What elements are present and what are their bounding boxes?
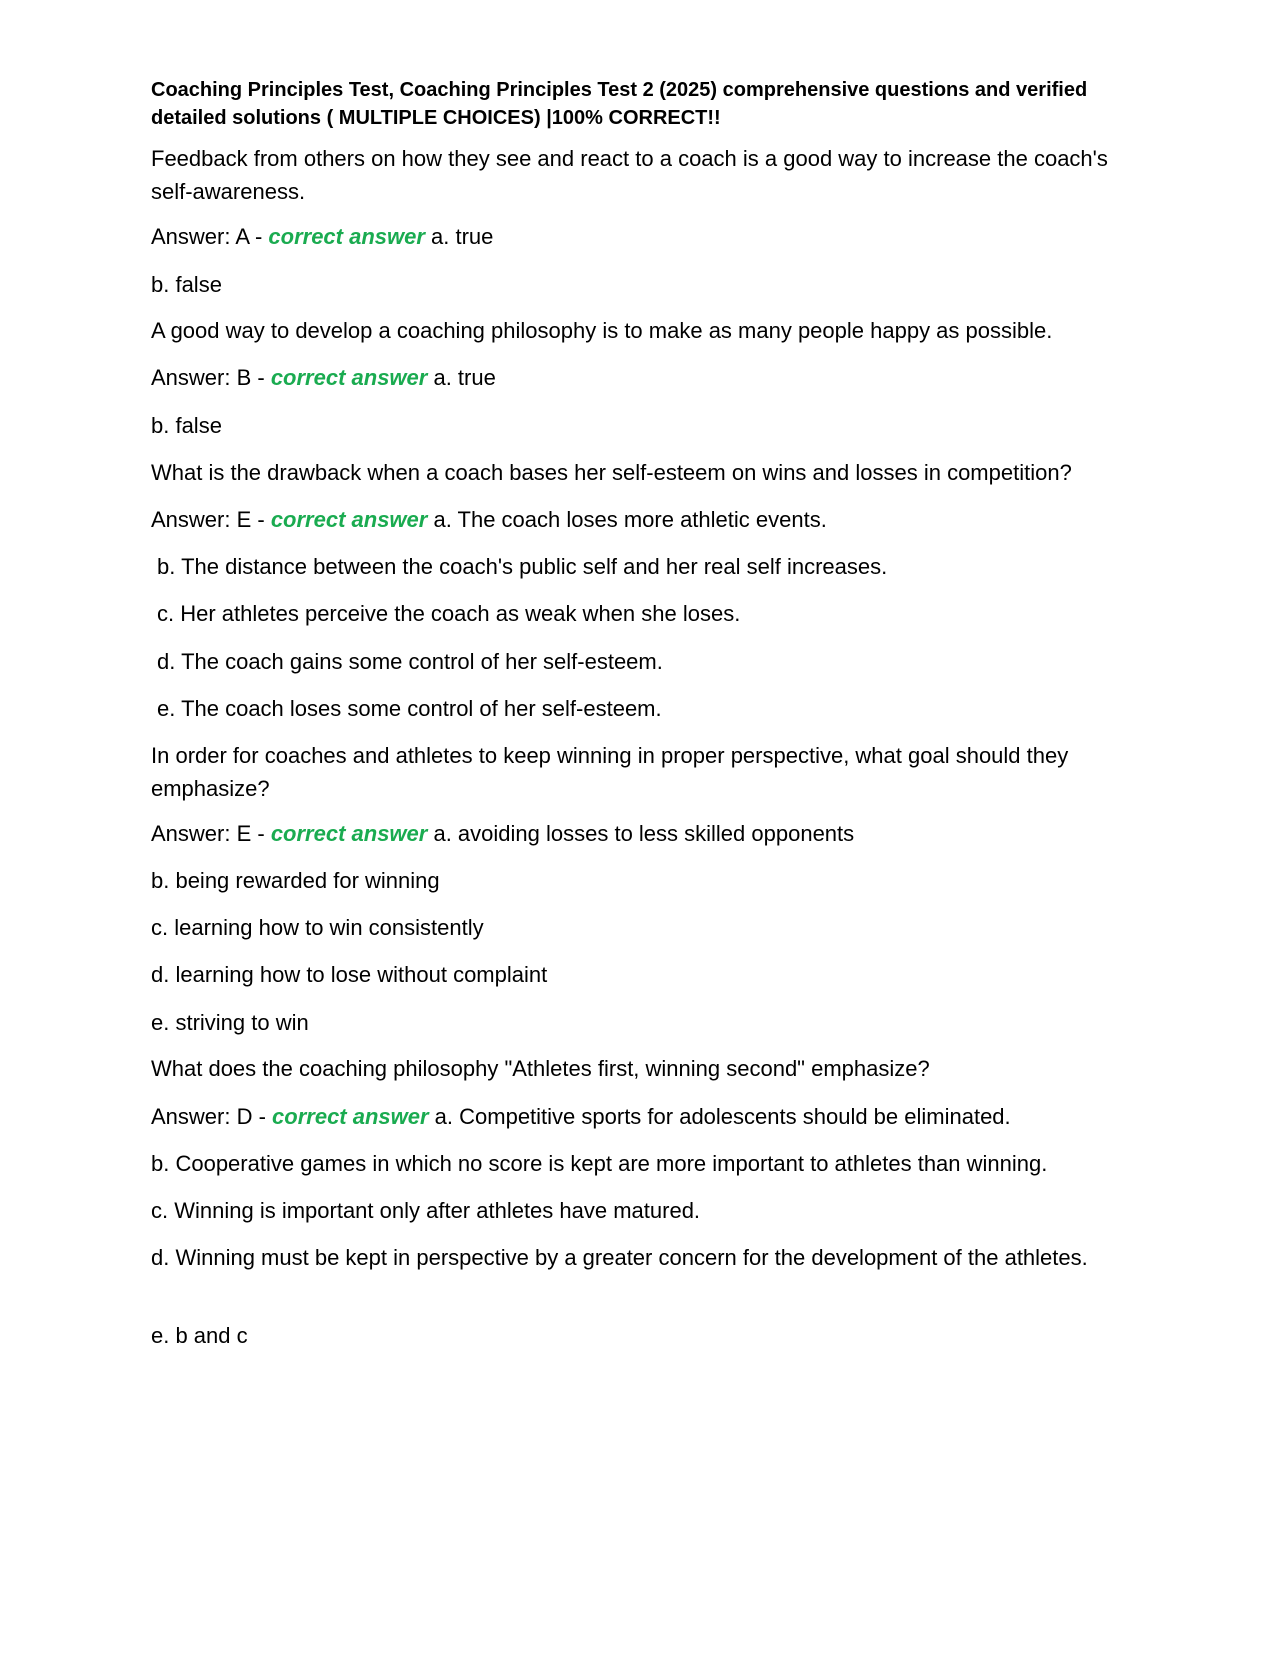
option-text: d. The coach gains some control of her self-esteem. <box>157 649 663 674</box>
question-text: Feedback from others on how they see and react to a coach is a good way to increase the coach's self-awareness. <box>151 146 1108 204</box>
question-text: What does the coaching philosophy "Athletes first, winning second" emphasize? <box>151 1056 930 1081</box>
question-text: A good way to develop a coaching philosophy is to make as many people happy as possible. <box>151 318 1053 343</box>
option-text: d. learning how to lose without complaint <box>151 962 548 987</box>
option-a: a. true <box>427 365 496 390</box>
option-text: e. b and c <box>151 1323 248 1348</box>
answer-line <box>151 817 1141 850</box>
correct-answer-tag: correct answer <box>272 1104 429 1129</box>
option-a: a. The coach loses more athletic events. <box>427 507 827 532</box>
correct-answer-tag: correct answer <box>270 821 428 846</box>
answer-line <box>151 1100 1141 1133</box>
correct-answer-tag: correct answer <box>268 224 425 249</box>
option-text: b. The distance between the coach's public self and her real self increases. <box>157 554 888 579</box>
answer-line <box>151 220 1141 253</box>
option-text: c. learning how to win consistently <box>151 915 484 940</box>
option-text: e. striving to win <box>151 1010 309 1035</box>
answer-prefix: Answer: E - <box>151 821 271 846</box>
option-a: a. true <box>424 224 494 249</box>
correct-answer-tag: correct answer <box>270 365 428 390</box>
answer-prefix: Answer: B - <box>151 365 271 390</box>
answer-prefix: Answer: A - <box>151 224 269 249</box>
option-text: b. false <box>151 413 222 438</box>
option-text: c. Winning is important only after athletes have matured. <box>151 1198 701 1223</box>
answer-line <box>151 361 1141 394</box>
answer-prefix: Answer: D - <box>151 1104 273 1129</box>
correct-answer-tag: correct answer <box>270 507 428 532</box>
option-text: e. The coach loses some control of her self-esteem. <box>157 696 662 721</box>
option-text: b. Cooperative games in which no score is kept are more important to athletes than winning. <box>151 1151 1048 1176</box>
option-a: a. Competitive sports for adolescents should be eliminated. <box>428 1104 1011 1129</box>
option-a: a. avoiding losses to less skilled opponents <box>427 821 855 846</box>
answer-line <box>151 503 1141 536</box>
option-text: c. Her athletes perceive the coach as weak when she loses. <box>157 601 741 626</box>
question-text: In order for coaches and athletes to keep winning in proper perspective, what goal should they emphasize? <box>151 743 1069 801</box>
option-text: d. Winning must be kept in perspective by a greater concern for the development of the athletes. <box>151 1245 1088 1270</box>
question-text: What is the drawback when a coach bases her self-esteem on wins and losses in competition? <box>151 460 1072 485</box>
document-title: Coaching Principles Test, Coaching Principles Test 2 (2025) comprehensive questions and verified detailed solutions ( MULTIPLE CHOICES) |100% CORRECT!! <box>151 79 1088 129</box>
answer-prefix: Answer: E - <box>151 507 271 532</box>
option-text: b. being rewarded for winning <box>151 868 440 893</box>
option-text: b. false <box>151 272 222 297</box>
